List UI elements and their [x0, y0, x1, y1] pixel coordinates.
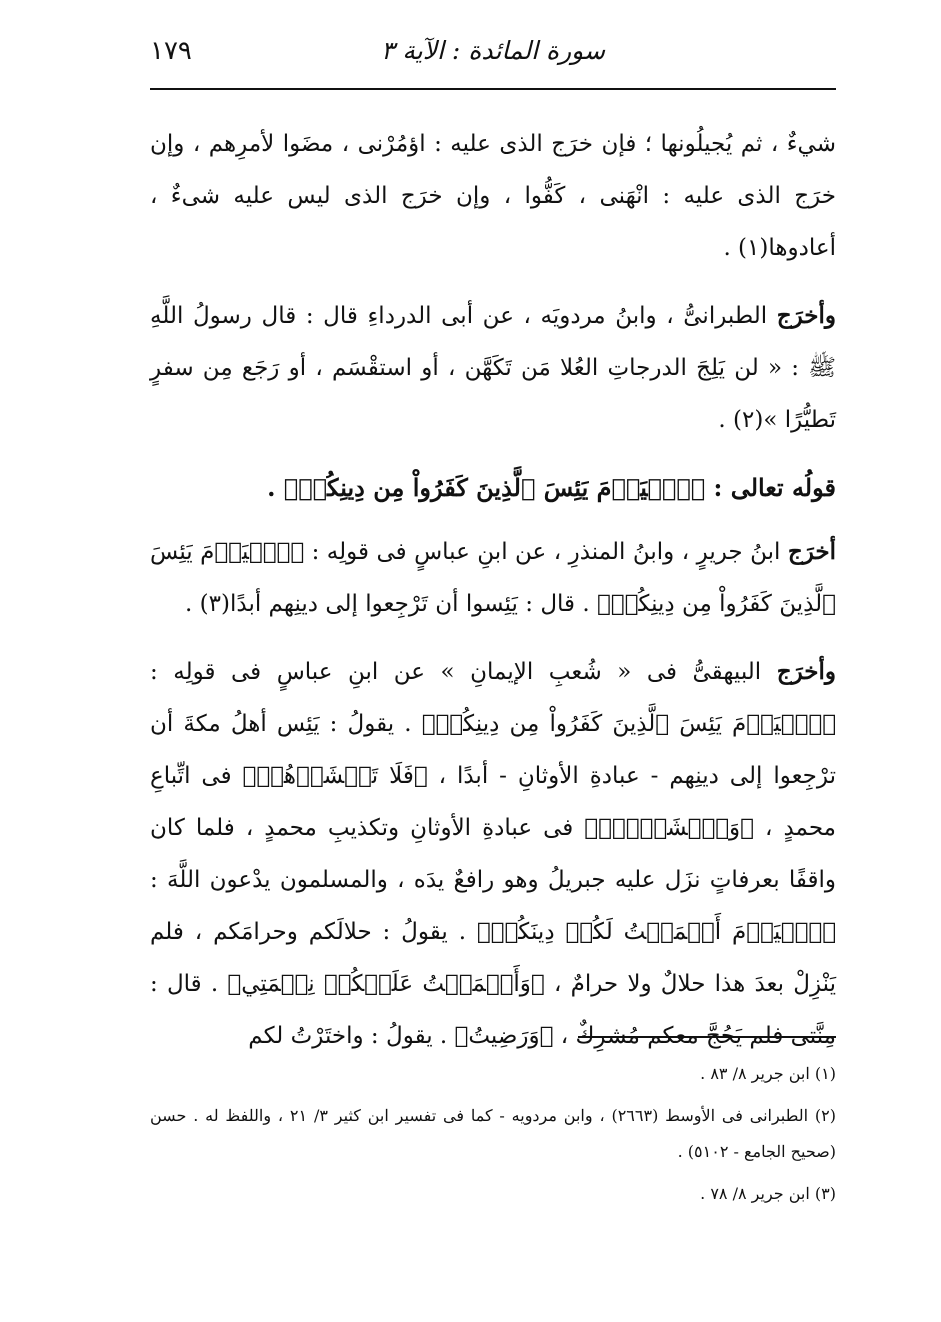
verse-heading-text: قولُه تعالى : ﴿ٱلۡيَوۡمَ يَئِسَ ٱلَّذِينَ كَفَرُواْ مِن دِينِكُمۡ﴾ .	[267, 473, 836, 502]
footnote-2: (٢) الطبرانى فى الأوسط (٢٦٦٣) ، وابن مردويه - كما فى تفسير ابن كثير ٣/ ٢١ ، واللفظ له . حسن (صحيح الجامع - ٥١٠٢) .	[150, 1106, 837, 1161]
running-title: سورة المائدة : الآية ٣	[380, 36, 606, 65]
footnote-1: (١) ابن جرير ٨/ ٨٣ .	[700, 1064, 836, 1083]
footnotes	[150, 1056, 836, 1218]
paragraph-4-text: البيهقىُّ فى « شُعبِ الإيمانِ » عن ابنِ عباسٍ فى قولِه : ﴿ٱلۡيَوۡمَ يَئِسَ ٱلَّذِينَ كَفَرُواْ مِن دِينِكُمۡ﴾ . يقولُ : يَئِس أهلُ مكةَ أن ترْجِعوا إلى دينِهم - عبادةِ الأوثانِ - أبدًا ، ﴿فَلَا تَخۡشَوۡهُمۡ﴾ فى اتِّباعِ محمدٍ ، ﴿وَٱخۡشَوۡنِۚ﴾ فى عبادةِ الأوثانِ وتكذيبِ محمدٍ ، فلما كان واقفًا بعرفاتٍ نزَل عليه جبريلُ وهو رافعٌ يدَه ، والمسلمون يدْعون اللَّهَ : ﴿ٱلۡيَوۡمَ أَكۡمَلۡتُ لَكُمۡ دِينَكُمۡ﴾ . يقولُ : حلالَكم وحرامَكم ، فلم يَنْزِلْ بعدَ هذا حلالٌ ولا حرامٌ ، ﴿وَأَتۡمَمۡتُ عَلَيۡكُمۡ نِعۡمَتِي﴾ . قال : مِنَّتى فلم يَحُجَّ معكم مُشرِكٌ ، ﴿وَرَضِيتُ﴾ . يقولُ : واختَرْتُ لكم	[150, 659, 836, 1049]
paragraph-1-text: شيءٌ ، ثم يُجيلُونها ؛ فإن خرَج الذى عليه : اؤمُرْنى ، مضَوا لأمرِهم ، وإن خرَج الذى عليه : انْهَنى ، كَفُّوا ، وإن خرَج الذى ليس عليه شىءٌ ، أعادوها(١) .	[150, 131, 836, 261]
page-number: ١٧٩	[150, 36, 192, 66]
paragraph-2	[150, 290, 836, 446]
paragraph-2-text: الطبرانىُّ ، وابنُ مردويَه ، عن أبى الدرداءِ قال : قال رسولُ اللَّهِ ﷺ : « لن يَلِجَ الدرجاتِ العُلا مَن تَكَهَّن ، أو استقْسَم ، أو رَجَع مِن سفرٍ تَطيُّرًا »(٢) .	[150, 303, 836, 433]
paragraph-4	[150, 646, 836, 1062]
paragraph-2-lead: وأخرَج	[776, 302, 836, 329]
footnote-divider	[578, 1036, 836, 1038]
main-text	[150, 118, 836, 1078]
page-header	[150, 30, 836, 90]
paragraph-3-text: ابنُ جريرٍ ، وابنُ المنذرِ ، عن ابنِ عباسٍ فى قولِه : ﴿ٱلۡيَوۡمَ يَئِسَ ٱلَّذِينَ كَفَرُواْ مِن دِينِكُمۡ﴾ . قال : يَئِسوا أن تَرْجِعوا إلى دينِهم أبدًا(٣) .	[150, 539, 836, 617]
verse-heading	[150, 462, 836, 514]
paragraph-3	[150, 526, 836, 630]
footnote-3: (٣) ابن جرير ٨/ ٧٨ .	[700, 1184, 836, 1203]
paragraph-4-lead: وأخرَج	[776, 658, 836, 685]
paragraph-3-lead: أخرَج	[787, 538, 836, 565]
paragraph-1	[150, 118, 836, 274]
